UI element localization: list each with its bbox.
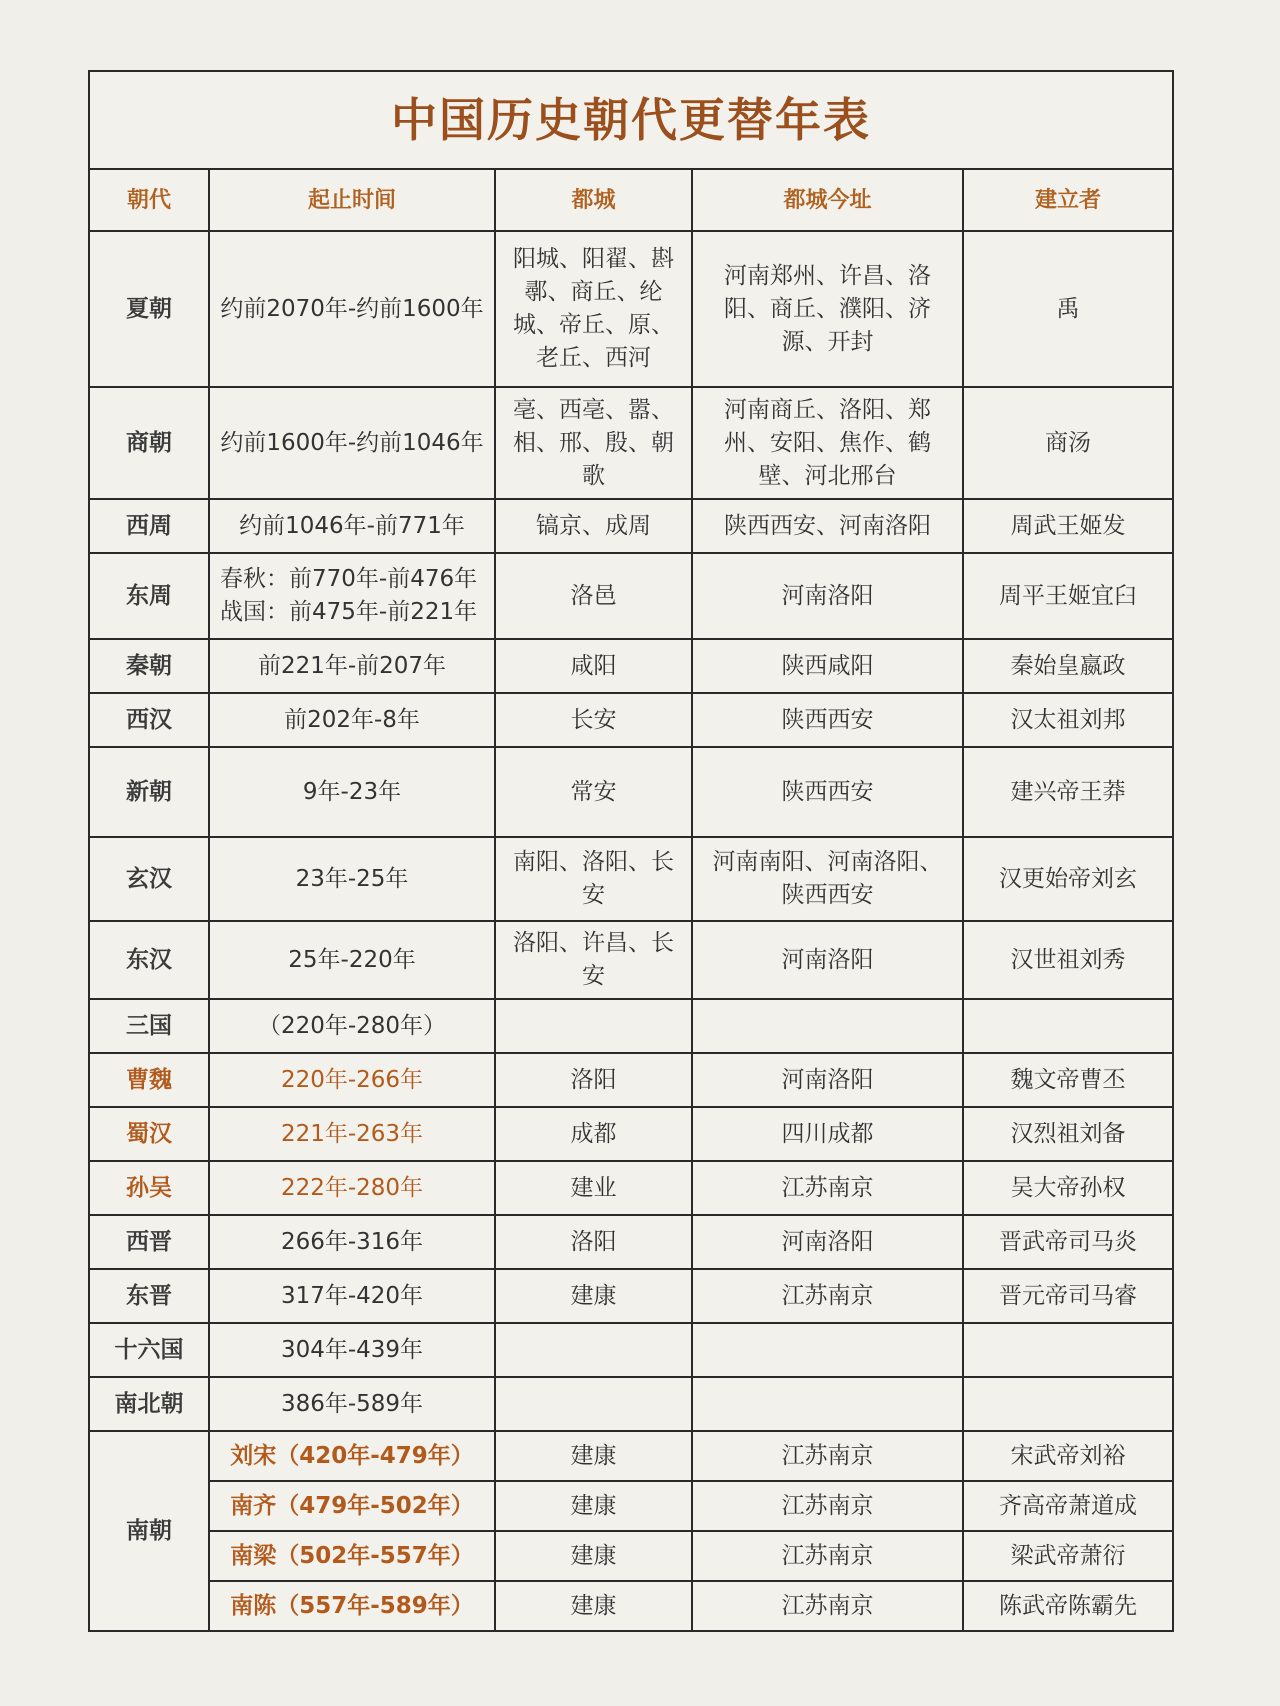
location-cell (692, 1377, 963, 1431)
dynasty-name: 东汉 (89, 921, 209, 999)
capital-cell: 镐京、成周 (495, 499, 692, 553)
table-row (89, 837, 1173, 921)
location-cell: 江苏南京 (692, 1161, 963, 1215)
founder-cell (963, 1377, 1173, 1431)
period-cell: 221年-263年 (209, 1107, 495, 1161)
table-row (89, 999, 1173, 1053)
dynasty-name: 十六国 (89, 1323, 209, 1377)
capital-cell: 建康 (495, 1431, 692, 1481)
capital-cell: 洛邑 (495, 553, 692, 639)
location-cell: 陕西西安 (692, 747, 963, 837)
southern-dynasty-row (89, 1531, 1173, 1581)
location-cell: 江苏南京 (692, 1431, 963, 1481)
founder-cell: 晋武帝司马炎 (963, 1215, 1173, 1269)
location-cell: 河南商丘、洛阳、郑州、安阳、焦作、鹤壁、河北邢台 (692, 387, 963, 499)
period-cell: 约前2070年-约前1600年 (209, 231, 495, 387)
table-row (89, 1107, 1173, 1161)
title-row (89, 71, 1173, 169)
dynasty-name: 曹魏 (89, 1053, 209, 1107)
founder-cell: 禹 (963, 231, 1173, 387)
location-cell (692, 999, 963, 1053)
dynasty-name: 三国 (89, 999, 209, 1053)
location-cell: 江苏南京 (692, 1531, 963, 1581)
period-cell: （220年-280年） (209, 999, 495, 1053)
location-cell: 江苏南京 (692, 1581, 963, 1631)
capital-cell: 建业 (495, 1161, 692, 1215)
capital-cell: 洛阳 (495, 1215, 692, 1269)
table-row (89, 1161, 1173, 1215)
header-row (89, 169, 1173, 231)
southern-dynasties-label: 南朝 (89, 1431, 209, 1631)
capital-cell: 建康 (495, 1481, 692, 1531)
dynasty-name: 秦朝 (89, 639, 209, 693)
dynasty-name: 南北朝 (89, 1377, 209, 1431)
table-row (89, 1377, 1173, 1431)
page-title: 中国历史朝代更替年表 (89, 71, 1173, 169)
dynasty-table-sheet (88, 70, 1172, 1632)
period-cell: 9年-23年 (209, 747, 495, 837)
location-cell: 河南南阳、河南洛阳、陕西西安 (692, 837, 963, 921)
founder-cell: 陈武帝陈霸先 (963, 1581, 1173, 1631)
dynasty-name: 玄汉 (89, 837, 209, 921)
dynasty-table (88, 70, 1174, 1632)
period-cell: 317年-420年 (209, 1269, 495, 1323)
location-cell: 河南洛阳 (692, 1053, 963, 1107)
period-cell: 约前1046年-前771年 (209, 499, 495, 553)
capital-cell: 洛阳 (495, 1053, 692, 1107)
dynasty-name: 商朝 (89, 387, 209, 499)
southern-period: 南陈（557年-589年） (209, 1581, 495, 1631)
location-cell: 陕西咸阳 (692, 639, 963, 693)
founder-cell: 建兴帝王莽 (963, 747, 1173, 837)
location-cell: 河南洛阳 (692, 1215, 963, 1269)
founder-cell: 魏文帝曹丕 (963, 1053, 1173, 1107)
header-capital: 都城 (495, 169, 692, 231)
founder-cell: 周武王姬发 (963, 499, 1173, 553)
dynasty-name: 东晋 (89, 1269, 209, 1323)
dynasty-name: 西汉 (89, 693, 209, 747)
southern-period: 南梁（502年-557年） (209, 1531, 495, 1581)
dynasty-name: 西周 (89, 499, 209, 553)
header-location: 都城今址 (692, 169, 963, 231)
period-warring-states: 战国：前475年-前221年 (220, 599, 478, 625)
location-cell (692, 1323, 963, 1377)
capital-cell: 建康 (495, 1269, 692, 1323)
southern-period: 刘宋（420年-479年） (209, 1431, 495, 1481)
period-cell: 220年-266年 (209, 1053, 495, 1107)
dynasty-name: 东周 (89, 553, 209, 639)
table-row (89, 499, 1173, 553)
founder-cell: 汉更始帝刘玄 (963, 837, 1173, 921)
location-cell: 陕西西安 (692, 693, 963, 747)
southern-dynasty-row (89, 1431, 1173, 1481)
founder-cell: 晋元帝司马睿 (963, 1269, 1173, 1323)
founder-cell: 梁武帝萧衍 (963, 1531, 1173, 1581)
header-dynasty: 朝代 (89, 169, 209, 231)
table-row (89, 553, 1173, 639)
location-cell: 河南郑州、许昌、洛阳、商丘、濮阳、济源、开封 (692, 231, 963, 387)
period-cell (209, 553, 495, 639)
capital-cell: 成都 (495, 1107, 692, 1161)
capital-cell (495, 1377, 692, 1431)
header-founder: 建立者 (963, 169, 1173, 231)
table-row (89, 1323, 1173, 1377)
table-row (89, 639, 1173, 693)
table-row (89, 921, 1173, 999)
period-cell: 222年-280年 (209, 1161, 495, 1215)
founder-cell: 齐高帝萧道成 (963, 1481, 1173, 1531)
dynasty-name: 孙吴 (89, 1161, 209, 1215)
period-cell: 304年-439年 (209, 1323, 495, 1377)
capital-cell: 长安 (495, 693, 692, 747)
capital-cell: 建康 (495, 1531, 692, 1581)
period-cell: 386年-589年 (209, 1377, 495, 1431)
dynasty-name: 西晋 (89, 1215, 209, 1269)
location-cell: 河南洛阳 (692, 921, 963, 999)
period-cell: 前202年-8年 (209, 693, 495, 747)
capital-cell: 洛阳、许昌、长安 (495, 921, 692, 999)
dynasty-name: 新朝 (89, 747, 209, 837)
table-row (89, 231, 1173, 387)
founder-cell (963, 1323, 1173, 1377)
capital-cell (495, 999, 692, 1053)
capital-cell: 阳城、阳翟、斟鄩、商丘、纶城、帝丘、原、老丘、西河 (495, 231, 692, 387)
southern-dynasty-row (89, 1481, 1173, 1531)
table-row (89, 693, 1173, 747)
founder-cell (963, 999, 1173, 1053)
location-cell: 江苏南京 (692, 1269, 963, 1323)
founder-cell: 商汤 (963, 387, 1173, 499)
period-cell: 266年-316年 (209, 1215, 495, 1269)
founder-cell: 周平王姬宜臼 (963, 553, 1173, 639)
southern-period: 南齐（479年-502年） (209, 1481, 495, 1531)
period-cell: 23年-25年 (209, 837, 495, 921)
founder-cell: 汉世祖刘秀 (963, 921, 1173, 999)
table-row (89, 1215, 1173, 1269)
location-cell: 四川成都 (692, 1107, 963, 1161)
location-cell: 江苏南京 (692, 1481, 963, 1531)
period-cell: 前221年-前207年 (209, 639, 495, 693)
capital-cell: 亳、西亳、嚣、相、邢、殷、朝歌 (495, 387, 692, 499)
dynasty-name: 蜀汉 (89, 1107, 209, 1161)
founder-cell: 宋武帝刘裕 (963, 1431, 1173, 1481)
header-period: 起止时间 (209, 169, 495, 231)
southern-dynasty-row (89, 1581, 1173, 1631)
capital-cell: 常安 (495, 747, 692, 837)
location-cell: 陕西西安、河南洛阳 (692, 499, 963, 553)
period-cell: 25年-220年 (209, 921, 495, 999)
founder-cell: 汉太祖刘邦 (963, 693, 1173, 747)
capital-cell: 咸阳 (495, 639, 692, 693)
founder-cell: 汉烈祖刘备 (963, 1107, 1173, 1161)
period-spring-autumn: 春秋：前770年-前476年 (220, 566, 478, 592)
founder-cell: 吴大帝孙权 (963, 1161, 1173, 1215)
table-row (89, 387, 1173, 499)
table-row (89, 1269, 1173, 1323)
capital-cell: 南阳、洛阳、长安 (495, 837, 692, 921)
table-row (89, 747, 1173, 837)
dynasty-name: 夏朝 (89, 231, 209, 387)
table-row (89, 1053, 1173, 1107)
capital-cell: 建康 (495, 1581, 692, 1631)
capital-cell (495, 1323, 692, 1377)
location-cell: 河南洛阳 (692, 553, 963, 639)
period-cell: 约前1600年-约前1046年 (209, 387, 495, 499)
founder-cell: 秦始皇嬴政 (963, 639, 1173, 693)
